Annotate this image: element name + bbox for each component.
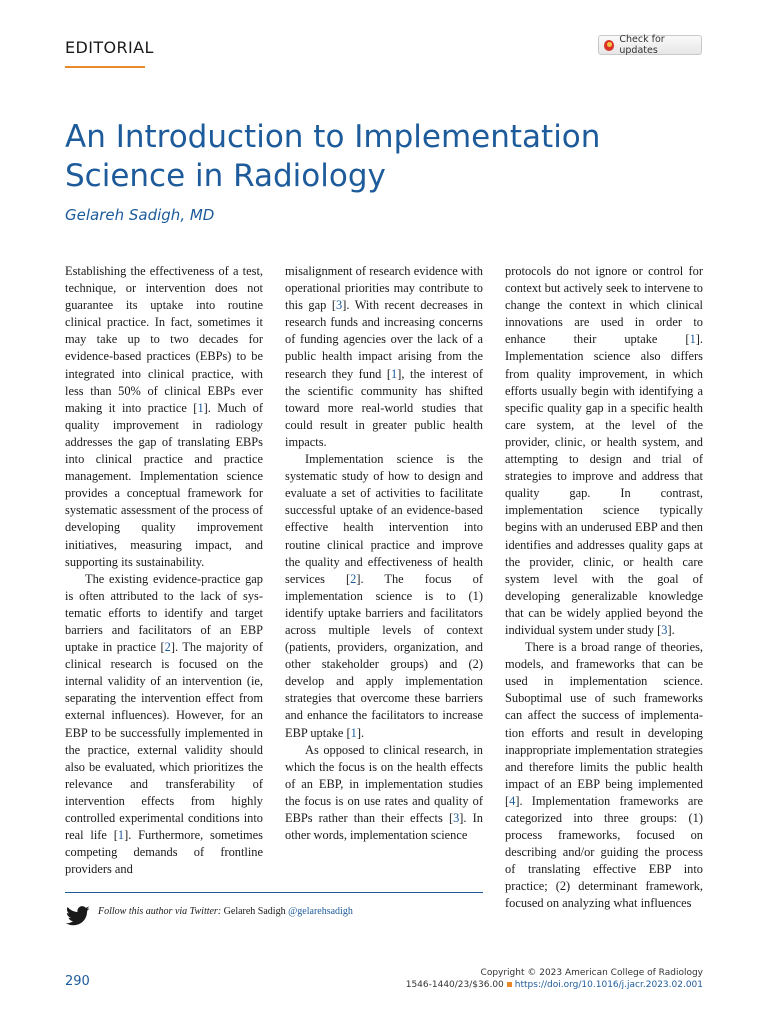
author-name: Gelareh Sadigh, MD <box>65 206 215 224</box>
check-updates-label: Check for updates <box>619 34 665 56</box>
text-run: Establishing the effectiveness of a test, technique, or intervention does not guarantee its uptake into routine clinical practice. In fact, sometimes it may take up to two decades for evidence-based practices (EBPs) to be integrated into clinical practice, with less than 50% of clinical EBPs ever making it into practice [ <box>65 264 263 415</box>
footnote-prefix: Follow this author via Twitter: <box>98 906 222 917</box>
text-run: misalignment of research evidence with operational priorities may contribute to this gap [ <box>285 264 483 313</box>
twitter-handle-link[interactable]: @gelarehsadigh <box>288 906 353 917</box>
text-run: ]. The focus of implementation science is to (1) identify uptake barriers and facilitators across multiple levels of context (patients, providers, organization, and other stakeholder groups) and (2) develop and apply implementation strategies that overcome these barriers and enhance the facilitators to increase EBP uptake [ <box>285 571 483 740</box>
doi-link[interactable]: https://doi.org/10.1016/j.jacr.2023.02.001 <box>514 980 703 990</box>
text-run: ], the interest of the scientific community has shifted toward more real-world studies that could result in greater public health impacts. <box>285 366 484 449</box>
section-label: EDITORIAL <box>65 38 154 57</box>
text-run: ]. Implementation frameworks are categorized into three groups: (1) process frameworks, focused on describing and/or guiding the process of translating effective EBP into practice; (2) determinant framework, focused on analyzing what influences <box>505 793 703 911</box>
paragraph <box>65 571 263 879</box>
citation-link[interactable]: 2 <box>164 640 171 655</box>
text-run: The existing evidence-practice gap is often attributed to the lack of systematic efforts to identify and target barriers and facilitators of an EBP uptake in practice [ <box>65 571 263 655</box>
citation-link[interactable]: 3 <box>453 811 460 825</box>
body-column-1 <box>65 263 263 878</box>
page-number: 290 <box>65 974 90 989</box>
paragraph <box>285 451 483 742</box>
paragraph <box>285 742 483 845</box>
paragraph <box>505 263 703 639</box>
footnote-author: Gelareh Sadigh <box>223 906 286 917</box>
copyright-line: Copyright © 2023 American College of Radiology <box>480 968 703 978</box>
section-underline <box>65 66 145 68</box>
paragraph <box>285 263 483 451</box>
text-run: ]. <box>356 725 365 740</box>
body-column-2 <box>285 263 483 844</box>
text-run: ]. With recent decreases in research funds and increasing concerns of funding agencies over the lack of a public health impact arising from the research they fund [ <box>285 298 483 381</box>
text-run: There is a broad range of theories, models, and frameworks that can be used in implementation science. Suboptimal use of such frameworks can affect the success of implementation efforts and result in developing inappropriate implementation strategies and therefore limits the public health impact of an EBP being implemented [ <box>505 640 703 808</box>
twitter-bird-icon <box>66 906 90 926</box>
text-run: ]. Implementation science also differs from quality improvement, in which efforts usually begin with identifying a specific quality gap in a specific health care system, at the level of the provider, clinic, or health system, and attempting to design and trial of strategies to improve and address that quality gap. In contrast, implementation science typically begins with an underused EBP and then identifies and addresses quality gaps at the provider, clinic, or health care system level with the goal of developing generalizable knowledge that can be widely applied beyond the individual system under study [ <box>505 332 703 637</box>
text-run: Implementation science is the systematic study of how to design and evaluate a set of activities to facilitate successful uptake of an evidence-based effective health intervention into routine clinical practice and improve the quality and effectiveness of health services [ <box>285 452 483 586</box>
citation-link[interactable]: 1 <box>350 725 357 740</box>
citation-link[interactable]: 1 <box>197 400 204 415</box>
text-run: ]. Furthermore, sometimes competing demands of frontline providers and <box>65 828 263 877</box>
paragraph <box>65 263 263 571</box>
citation-link[interactable]: 3 <box>336 298 343 313</box>
article-title: An Introduction to Implementation Science in Radiology <box>65 119 601 194</box>
text-run: ]. In other words, implementation science <box>285 811 483 843</box>
citation-link[interactable]: 3 <box>661 622 668 637</box>
twitter-footnote <box>98 906 353 917</box>
issn-text: 1546-1440/23/$36.00 <box>405 980 504 990</box>
check-for-updates-button[interactable] <box>598 35 702 55</box>
footer-citation <box>406 967 703 991</box>
citation-link[interactable]: 1 <box>689 332 696 347</box>
text-run: ]. The majority of clinical research is focused on the internal validity of an intervention (ie, separating the intervention effect from external influences). However, for an EBP to be successfully implemented in the practice, external validity should also be evaluated, which prioritizes the relevance and transferability of intervention effects from highly controlled experimental conditions into real life [ <box>65 640 263 843</box>
text-run: ]. Much of quality improvement in radiology addresses the gap of translating EBPs into clinical practice and practice management. Implementation science provides a conceptual framework for systematic assessment of the process of developing quality improvement initiatives, measuring impact, and supporting its sustainability. <box>65 400 263 569</box>
text-run: protocols do not ignore or control for context but actively seek to intervene to change the context in which clinical innovations are used in order to enhance their uptake [ <box>505 264 703 347</box>
citation-link[interactable]: 4 <box>509 793 516 808</box>
text-run: As opposed to clinical research, in which the focus is on the health effects of an EBP, in implementation studies the focus is on use rates and quality of EBPs rather than their effects [ <box>285 742 483 825</box>
issn-doi-line <box>406 979 703 991</box>
body-column-3 <box>505 263 703 913</box>
separator-square-icon <box>507 982 512 987</box>
citation-link[interactable]: 1 <box>117 828 125 843</box>
text-run: ]. <box>667 622 675 637</box>
check-updates-badge-icon <box>604 40 614 51</box>
footnote-divider <box>65 892 483 893</box>
citation-link[interactable]: 1 <box>391 366 398 381</box>
paragraph <box>505 639 703 913</box>
citation-link[interactable]: 2 <box>350 571 357 586</box>
